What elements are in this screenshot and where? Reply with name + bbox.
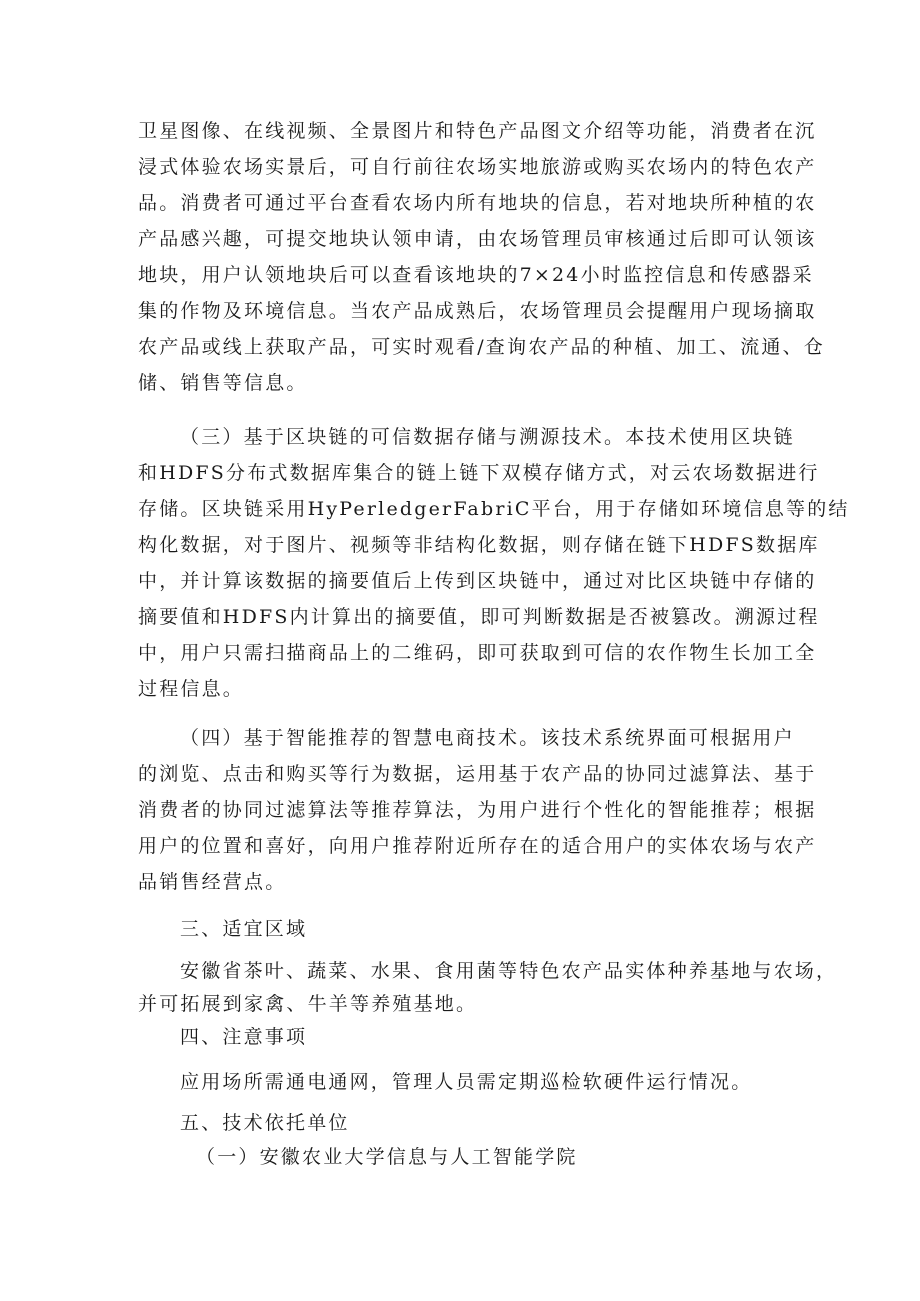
paragraph-line: 集的作物及环境信息。当农产品成熟后，农场管理员会提醒用户现场摘取 xyxy=(138,300,817,322)
paragraph-line: 和HDFS分布式数据库集合的链上链下双模存储方式，对云农场数据进行 xyxy=(138,462,820,484)
paragraph-line: 浸式体验农场实景后，可自行前往农场实地旅游或购买农场内的特色农产 xyxy=(138,156,817,178)
section-heading: 三、适宜区域 xyxy=(180,918,308,940)
paragraph-line: 品销售经营点。 xyxy=(138,871,287,893)
paragraph-line: 储、销售等信息。 xyxy=(138,372,308,394)
paragraph-line: 农产品或线上获取产品，可实时观看/查询农产品的种植、加工、流通、仓 xyxy=(138,336,826,358)
paragraph-line: 应用场所需通电通网，管理人员需定期巡检软硬件运行情况。 xyxy=(180,1071,753,1093)
paragraph-line: 的浏览、点击和购买等行为数据，运用基于农产品的协同过滤算法、基于 xyxy=(138,763,817,785)
paragraph-line: 存储。区块链采用HyPerledgerFabriC平台，用于存储如环境信息等的结 xyxy=(138,498,850,520)
paragraph-line: 过程信息。 xyxy=(138,678,245,700)
paragraph-line: 中，并计算该数据的摘要值后上传到区块链中，通过对比区块链中存储的 xyxy=(138,570,817,592)
paragraph-line: 并可拓展到家禽、牛羊等养殖基地。 xyxy=(138,993,478,1015)
paragraph-line: （三）基于区块链的可信数据存储与溯源技术。本技术使用区块链 xyxy=(180,426,795,448)
paragraph-line: 用户的位置和喜好，向用户推荐附近所存在的适合用户的实体农场与农产 xyxy=(138,835,817,857)
paragraph-line: 构化数据，对于图片、视频等非结构化数据，则存储在链下HDFS数据库 xyxy=(138,534,820,556)
paragraph-line: 摘要值和HDFS内计算出的摘要值，即可判断数据是否被篡改。溯源过程 xyxy=(138,606,820,628)
paragraph-line: 安徽省茶叶、蔬菜、水果、食用菌等特色农产品实体种养基地与农场， xyxy=(180,960,838,982)
paragraph-line: （一）安徽农业大学信息与人工智能学院 xyxy=(196,1146,578,1168)
paragraph-line: 品。消费者可通过平台查看农场内所有地块的信息，若对地块所种植的农 xyxy=(138,192,817,214)
paragraph-line: 中，用户只需扫描商品上的二维码，即可获取到可信的农作物生长加工全 xyxy=(138,642,817,664)
paragraph-line: 消费者的协同过滤算法等推荐算法，为用户进行个性化的智能推荐；根据 xyxy=(138,799,817,821)
paragraph-line: 地块，用户认领地块后可以查看该地块的7×24小时监控信息和传感器采 xyxy=(138,264,814,286)
paragraph-line: （四）基于智能推荐的智慧电商技术。该技术系统界面可根据用户 xyxy=(180,727,795,749)
section-heading: 五、技术依托单位 xyxy=(180,1112,350,1134)
paragraph-line: 产品感兴趣，可提交地块认领申请，由农场管理员审核通过后即可认领该 xyxy=(138,228,817,250)
section-heading: 四、注意事项 xyxy=(180,1026,308,1048)
paragraph-line: 卫星图像、在线视频、全景图片和特色产品图文介绍等功能，消费者在沉 xyxy=(138,120,817,142)
